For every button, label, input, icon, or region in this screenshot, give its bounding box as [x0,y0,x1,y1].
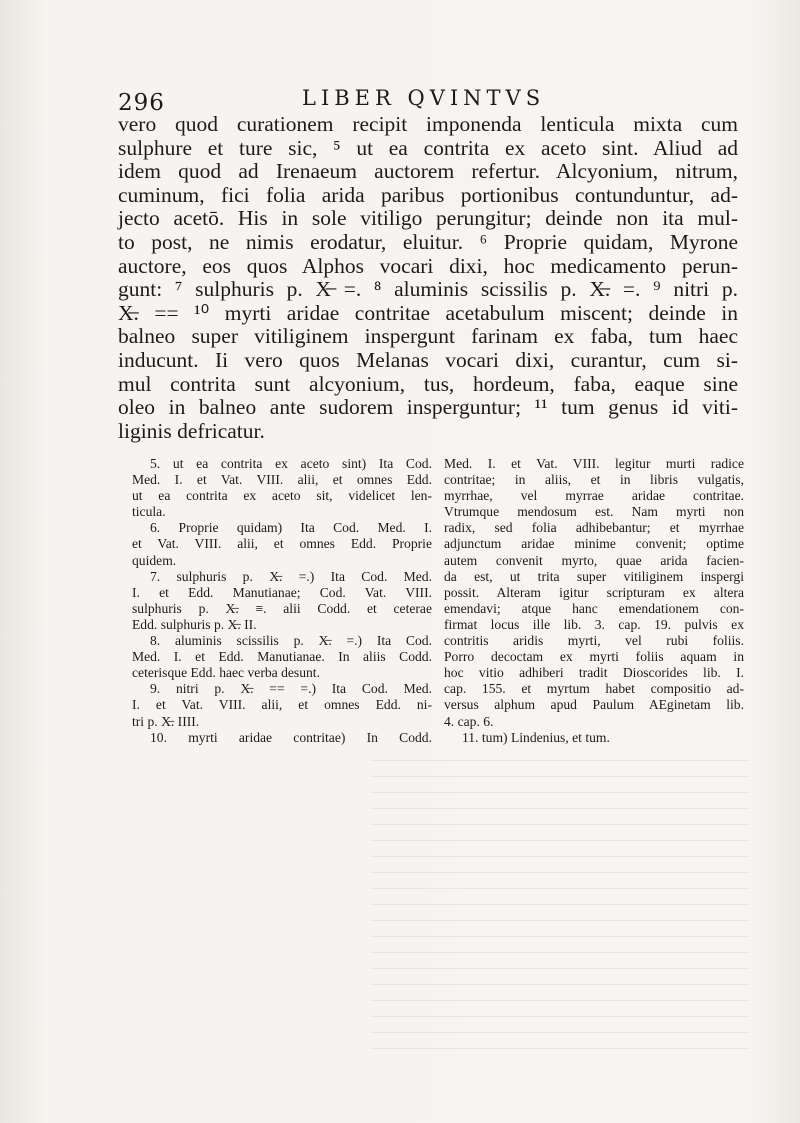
main-text-line: mul contrita sunt alcyonium, tus, hordeum, faba, eaque sine [118,371,738,396]
main-text-body [118,113,738,443]
footnote-line: versus alphum apud Paulum AEginetam lib. [444,697,744,713]
main-text-line: cuminum, fici folia arida paribus portionibus contunduntur, ad- [118,182,738,207]
main-text-line: to post, ne nimis erodatur, eluitur. ⁶ Proprie quidam, Myrone [118,229,738,254]
footnote-line: 7. sulphuris p. X̶. =.) Ita Cod. Med. [150,568,432,584]
footnote-line: I. et Edd. Manutianae; Cod. Vat. VIII. [132,584,432,600]
footnote-line: 10. myrti aridae contritae) In Codd. [150,729,432,745]
footnote-line: radix, sed folia adhibebantur; et myrrhae [444,520,744,536]
footnote-line: contritae; in aliis, et in libris vulgatis, [444,472,744,488]
footnote-line: 8. aluminis scissilis p. X̶. =.) Ita Cod. [150,633,432,649]
footnotes-left-column [132,456,432,746]
main-text-line: liginis defricatur. [118,418,265,443]
footnote-line: ut ea contrita ex aceto sit, videlicet len- [132,488,432,504]
footnote-line: Med. I. et Edd. Manutianae. In aliis Codd. [132,649,432,665]
footnote-line: Med. I. et Vat. VIII. alii, et omnes Edd. [132,472,432,488]
footnote-line: adjunctum aridae minime convenit; optime [444,536,744,552]
footnote-line: Vtrumque mendosum est. Nam myrti non [444,504,744,520]
footnote-line: contritis aridis myrti, vel rubi foliis. [444,633,744,649]
footnote-line: firmat locus ille lib. 3. cap. 19. pulvis ex [444,616,744,632]
main-text-line: vero quod curationem recipit imponenda lenticula mixta cum [118,112,738,136]
footnote-line: quidem. [132,552,177,568]
running-head: LIBER QVINTVS [302,86,546,110]
footnote-line: ticula. [132,504,166,520]
footnote-line: myrrhae, vel myrrae aridae contritae. [444,488,744,504]
footnote-line: sulphuris p. X̶. ≡. alii Codd. et ceterae [132,600,432,616]
footnote-line: et Vat. VIII. alii, et omnes Edd. Proprie [132,536,432,552]
footnote-line: tri p. X̶. IIII. [132,713,200,729]
footnote-line: hoc vitio adhiberi tradit Dioscorides lib. I. [444,665,744,681]
footnote-line: ceterisque Edd. haec verba desunt. [132,665,320,681]
main-text-line: idem quod ad Irenaeum auctorem refertur. Alcyonium, nitrum, [118,159,738,184]
footnote-line: 9. nitri p. X̶. == =.) Ita Cod. Med. [150,681,432,697]
main-text-line: auctore, eos quos Alphos vocari dixi, hoc medicamento perun- [118,253,738,278]
footnote-line: possit. Alteram igitur scripturam ex altera [444,584,744,600]
main-text-line: sulphure et ture sic, ⁵ ut ea contrita ex aceto sint. Aliud ad [118,135,738,160]
main-text-line: jecto acetō. His in sole vitiligo perungitur; deinde non ita mul- [118,206,738,231]
footnote-line: Med. I. et Vat. VIII. legitur murti radice [444,456,744,471]
main-text-line: oleo in balneo ante sudorem insperguntur; ¹¹ tum genus id viti- [118,395,738,420]
footnote-line: da est, ut trita super vitiliginem inspergi [444,568,744,584]
footnote-line: autem convenit myrto, quae arida facien- [444,552,744,568]
footnote-line: emendavi; atque hanc emendationem con- [444,600,744,616]
footnote-line: Edd. sulphuris p. X̶. II. [132,616,257,632]
page-number: 296 [118,90,165,116]
footnote-line: 5. ut ea contrita ex aceto sint) Ita Cod. [150,456,432,471]
main-text-line: inducunt. Ii vero quos Melanas vocari dixi, curantur, cum si- [118,347,738,372]
footnote-line: I. et Vat. VIII. alii, et omnes Edd. ni- [132,697,432,713]
footnotes-right-column [444,456,744,746]
footnote-line: cap. 155. et myrtum habet compositio ad- [444,681,744,697]
main-text-line: balneo super vitiliginem inspergunt farinam ex faba, tum haec [118,324,738,349]
footnote-line: 4. cap. 6. [444,713,494,729]
show-through-bleed [370,760,750,1060]
main-text-line: X̶. == ¹⁰ myrti aridae contritae acetabulum miscent; deinde in [118,300,738,325]
footnote-line: 11. tum) Lindenius, et tum. [462,729,610,745]
main-text-line: gunt: ⁷ sulphuris p. X̶ =. ⁸ aluminis scissilis p. X̶. =. ⁹ nitri p. [118,277,738,302]
footnote-line: 6. Proprie quidam) Ita Cod. Med. I. [150,520,432,536]
footnote-line: Porro decoctam ex myrti foliis aquam in [444,649,744,665]
